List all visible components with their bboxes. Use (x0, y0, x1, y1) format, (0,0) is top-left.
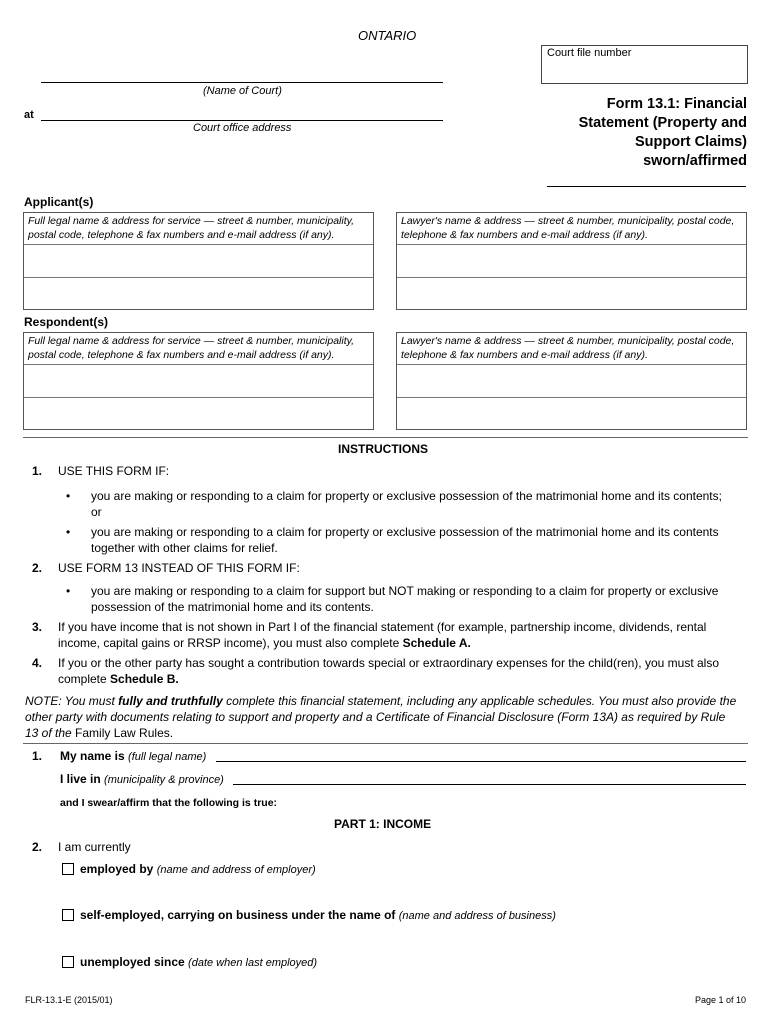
court-address-line[interactable] (41, 120, 443, 121)
unemployed-checkbox[interactable] (62, 956, 74, 968)
applicant-lawyer-head: Lawyer's name & address — street & number, municipality, postal code, telephone & fax numbers and e-mail address (if any). (401, 215, 735, 241)
statement-divider (23, 743, 748, 744)
instr-4-text: If you or the other party has sought a contribution towards special or extraordinary expenses for the child(ren), you must also complete Schedule B. (58, 656, 720, 686)
instr-2-text: USE FORM 13 INSTEAD OF THIS FORM IF: (58, 561, 300, 575)
item-1-num: 1. (32, 749, 43, 763)
applicant-party-head: Full legal name & address for service — street & number, municipality, postal code, telephone & fax numbers and e-mail address (if any). (28, 215, 355, 241)
respondents-label: Respondent(s) (24, 315, 108, 329)
instr-2-num: 2. (32, 561, 43, 575)
instr-1a-text: you are making or responding to a claim for property or exclusive possession of the matrimonial home and its contents; or (91, 489, 722, 519)
live-label: I live in (municipality & province) (60, 772, 224, 786)
court-address-label: Court office address (193, 122, 292, 134)
instructions-divider (23, 437, 748, 438)
respondent-party-box[interactable] (23, 332, 374, 430)
instr-1b-bullet: • (66, 525, 71, 539)
applicant-lawyer-box[interactable] (396, 212, 747, 310)
respondent-party-head: Full legal name & address for service — street & number, municipality, postal code, telephone & fax numbers and e-mail address (if any). (28, 335, 355, 361)
instr-2a-text: you are making or responding to a claim for support but NOT making or responding to a claim for property or exclusive possession of the matrimonial home and its contents. (91, 584, 719, 614)
respondent-lawyer-box[interactable] (396, 332, 747, 430)
respondent-lawyer-head: Lawyer's name & address — street & number, municipality, postal code, telephone & fax numbers and e-mail address (if any). (401, 335, 735, 361)
applicants-label: Applicant(s) (24, 195, 94, 209)
currently-text: I am currently (58, 840, 131, 854)
self-employed-label: self-employed, carrying on business under the name of (name and address of business) (80, 908, 556, 922)
swear-text: and I swear/affirm that the following is true: (60, 797, 278, 809)
court-name-line[interactable] (41, 82, 443, 83)
item-2-num: 2. (32, 840, 43, 854)
instr-1b-text: you are making or responding to a claim for property or exclusive possession of the matrimonial home and its contents together with other claims for relief. (91, 525, 719, 555)
unemployed-label: unemployed since (date when last employed) (80, 955, 318, 969)
page-number: Page 1 of 10 (694, 995, 746, 1005)
full-name-line[interactable] (216, 761, 746, 762)
employed-label: employed by (name and address of employer) (80, 862, 316, 876)
instr-1a-bullet: • (66, 489, 71, 503)
instructions-title: INSTRUCTIONS (338, 442, 428, 456)
instructions-note: NOTE: You must fully and truthfully complete this financial statement, including any applicable schedules. You must also provide the other party with documents relating to support and property and a Certificate of Financial Disclosure (Form 13A) as required by Rule 13 of the Family Law Rules. (25, 694, 737, 740)
court-name-label: (Name of Court) (203, 85, 282, 97)
instr-3-num: 3. (32, 620, 43, 634)
instr-1-num: 1. (32, 464, 43, 478)
applicant-party-box[interactable] (23, 212, 374, 310)
municipality-line[interactable] (233, 784, 746, 785)
instr-2a-bullet: • (66, 584, 71, 598)
province-label: ONTARIO (358, 28, 417, 43)
instr-3-text: If you have income that is not shown in Part I of the financial statement (for example, partnership income, dividends, rental income, capital gains or RRSP income), you must also complete Schedule A. (58, 620, 707, 650)
self-employed-checkbox[interactable] (62, 909, 74, 921)
court-file-number-box[interactable] (541, 45, 748, 84)
sworn-date-line[interactable] (547, 186, 746, 187)
part1-title: PART 1: INCOME (334, 817, 432, 831)
form-title: Form 13.1: Financial Statement (Property and Support Claims) sworn/affirmed (578, 96, 747, 169)
court-file-number-label: Court file number (547, 47, 632, 59)
name-label: My name is (full legal name) (60, 749, 207, 763)
instr-1-text: USE THIS FORM IF: (58, 464, 170, 478)
form-code: FLR-13.1-E (2015/01) (25, 995, 113, 1005)
instr-4-num: 4. (32, 656, 43, 670)
employed-checkbox[interactable] (62, 863, 74, 875)
at-label: at (24, 109, 34, 121)
